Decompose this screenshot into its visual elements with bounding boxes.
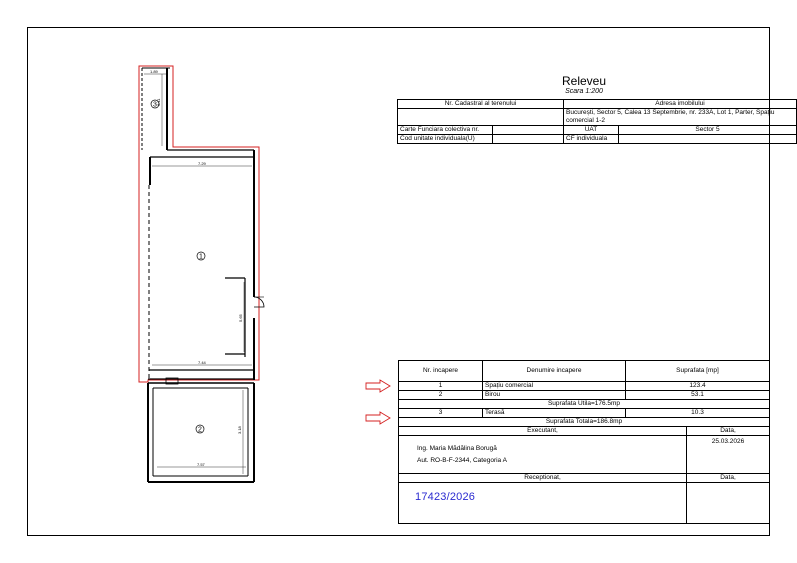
room-area: 10.3	[626, 409, 770, 418]
date-label: Data,	[687, 427, 770, 436]
total-area: Suprafata Totala=186.8mp	[399, 418, 770, 427]
received-label: Receptionat,	[399, 474, 687, 483]
col-room-area: Suprafata [mp]	[626, 361, 770, 382]
room-name: Birou	[483, 391, 626, 400]
executed-label: Executant,	[399, 427, 687, 436]
engineer-name: Ing. Maria Mădălina Borugă	[417, 444, 497, 452]
terrace-walls	[142, 68, 254, 150]
uat-value: Sector 5	[619, 126, 797, 135]
room-label-3: 3	[153, 101, 157, 109]
dim-room2-width: 7.57	[197, 462, 205, 467]
room-label-2: 2	[198, 426, 202, 434]
room-nr: 1	[399, 382, 483, 391]
dim-room1-depth: 5.65	[238, 314, 243, 322]
room-label-1: 1	[199, 253, 203, 261]
arrow-right-icon	[366, 412, 390, 424]
unit-code-label: Cod unitate individuala(U)	[398, 135, 493, 144]
cadastral-header: Nr. Cadastral al terenului	[398, 100, 564, 109]
cadastral-value	[398, 109, 564, 126]
uat-label: UAT	[564, 126, 619, 135]
room-name: Spațiu comercial	[483, 382, 626, 391]
red-arrows	[366, 380, 390, 424]
cf-value	[619, 135, 797, 144]
cf-label: CF individuala	[564, 135, 619, 144]
dimension-lines	[144, 74, 252, 474]
table-row	[399, 391, 770, 400]
room-nr: 3	[399, 409, 483, 418]
property-info-table	[397, 99, 797, 144]
room-nr: 2	[399, 391, 483, 400]
room-area: 53.1	[626, 391, 770, 400]
dim-room1-width-bottom: 7.44	[198, 360, 206, 365]
document-title: Releveu	[561, 74, 607, 88]
engineer-authorization: Aut. RO-B-F-2344, Categoria A	[417, 456, 507, 464]
executed-date: 25.03.2026	[687, 436, 770, 474]
cadastral-outline	[139, 66, 259, 382]
col-room-nr: Nr. incapere	[399, 361, 483, 382]
dim-room2-depth: 3.18	[237, 426, 242, 434]
dim-terrace-depth: 6.11	[156, 98, 161, 106]
received-signature	[399, 483, 687, 524]
registration-number: 17423/2026	[415, 491, 476, 503]
col-room-name: Denumire incapere	[483, 361, 626, 382]
arrow-right-icon	[366, 380, 390, 392]
dim-room1-width-top: 7.29	[198, 161, 206, 166]
address-header: Adresa imobilului	[564, 100, 797, 109]
received-date-label: Data,	[687, 474, 770, 483]
room-1-walls	[148, 150, 264, 380]
address-value: București, Sector 5, Calea 13 Septembrie, nr. 233A, Lot 1, Parter, Spațiu comercial 1-2	[564, 109, 797, 126]
dim-terrace-width: 1.89	[150, 69, 158, 74]
land-book-label: Carte Funciara colectiva nr.	[398, 126, 493, 135]
document-scale: Scara 1:200	[565, 88, 603, 95]
land-book-value	[493, 126, 564, 135]
useful-area-total: Suprafata Utila=176.5mp	[399, 400, 770, 409]
received-date-value	[687, 483, 770, 524]
room-name: Terasă	[483, 409, 626, 418]
unit-code-value	[493, 135, 564, 144]
table-row	[399, 382, 770, 391]
room-area: 123.4	[626, 382, 770, 391]
table-row	[399, 409, 770, 418]
